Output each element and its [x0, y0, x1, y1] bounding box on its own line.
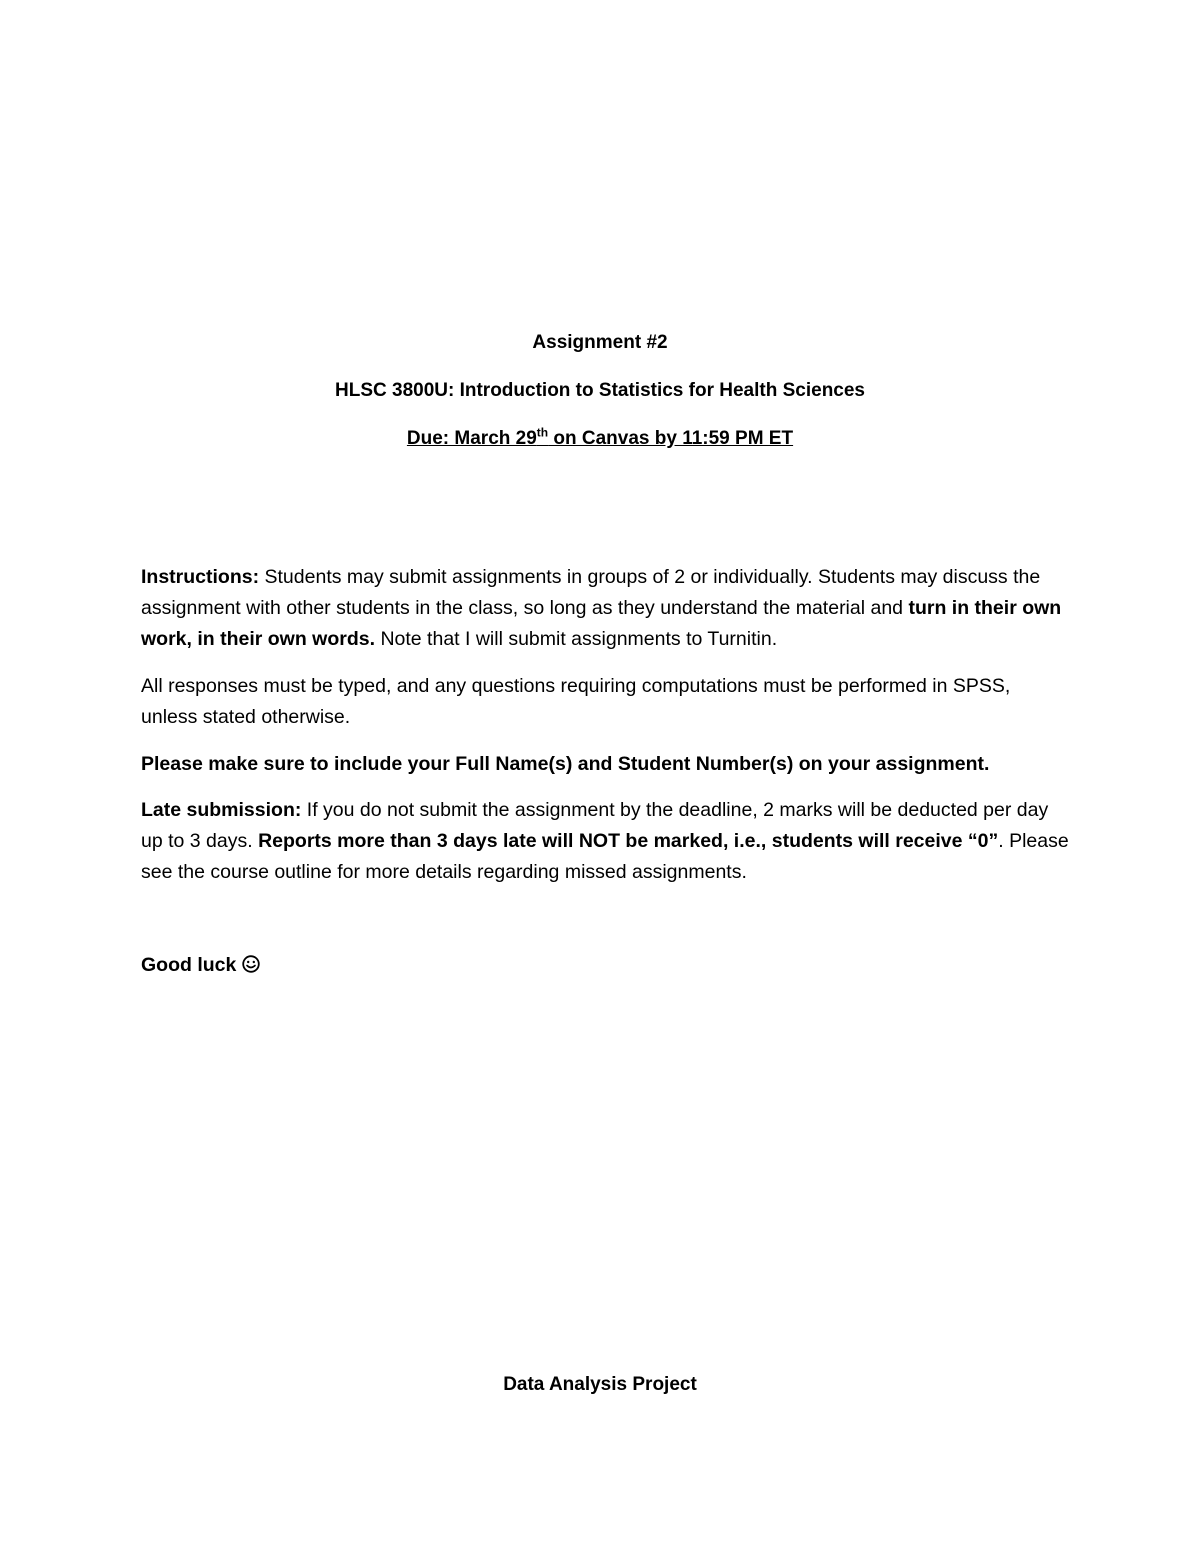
course-title: HLSC 3800U: Introduction to Statistics for Health Sciences	[335, 380, 865, 401]
due-date	[0, 427, 1200, 451]
late-bold: Reports more than 3 days late will NOT be marked, i.e., students will receive “0”	[258, 830, 999, 852]
late-text-2: . Please see the course outline for more details regarding missed assignments.	[141, 830, 1069, 883]
responses-paragraph: All responses must be typed, and any questions requiring computations must be performed in SPSS, unless stated otherwise.	[141, 675, 1011, 728]
due-suffix: on Canvas by 11:59 PM ET	[548, 428, 794, 449]
instructions-paragraph	[141, 562, 1071, 655]
instructions-text-2: Note that I will submit assignments to Turnitin.	[375, 628, 778, 650]
footer-title: Data Analysis Project	[503, 1374, 697, 1395]
late-label: Late submission:	[141, 799, 302, 821]
instructions-bold: turn in their own work, in their own words.	[141, 597, 1062, 650]
due-superscript: th	[536, 425, 549, 440]
smiley-icon	[242, 952, 260, 970]
assignment-title: Assignment #2	[532, 332, 668, 353]
due-prefix: Due: March 29	[406, 428, 537, 449]
instructions-label: Instructions:	[141, 566, 260, 588]
late-text-1: If you do not submit the assignment by the deadline, 2 marks will be deducted per day up to 3 days.	[141, 799, 1049, 852]
name-number-paragraph: Please make sure to include your Full Name(s) and Student Number(s) on your assignment.	[141, 753, 990, 775]
instructions-text-1: Students may submit assignments in groups of 2 or individually. Students may discuss the assignment with other students in the class, so long as they understand the material and	[141, 566, 1041, 619]
good-luck-text: Good luck	[141, 954, 242, 976]
late-submission-paragraph	[141, 795, 1071, 888]
good-luck-line	[141, 950, 1071, 981]
